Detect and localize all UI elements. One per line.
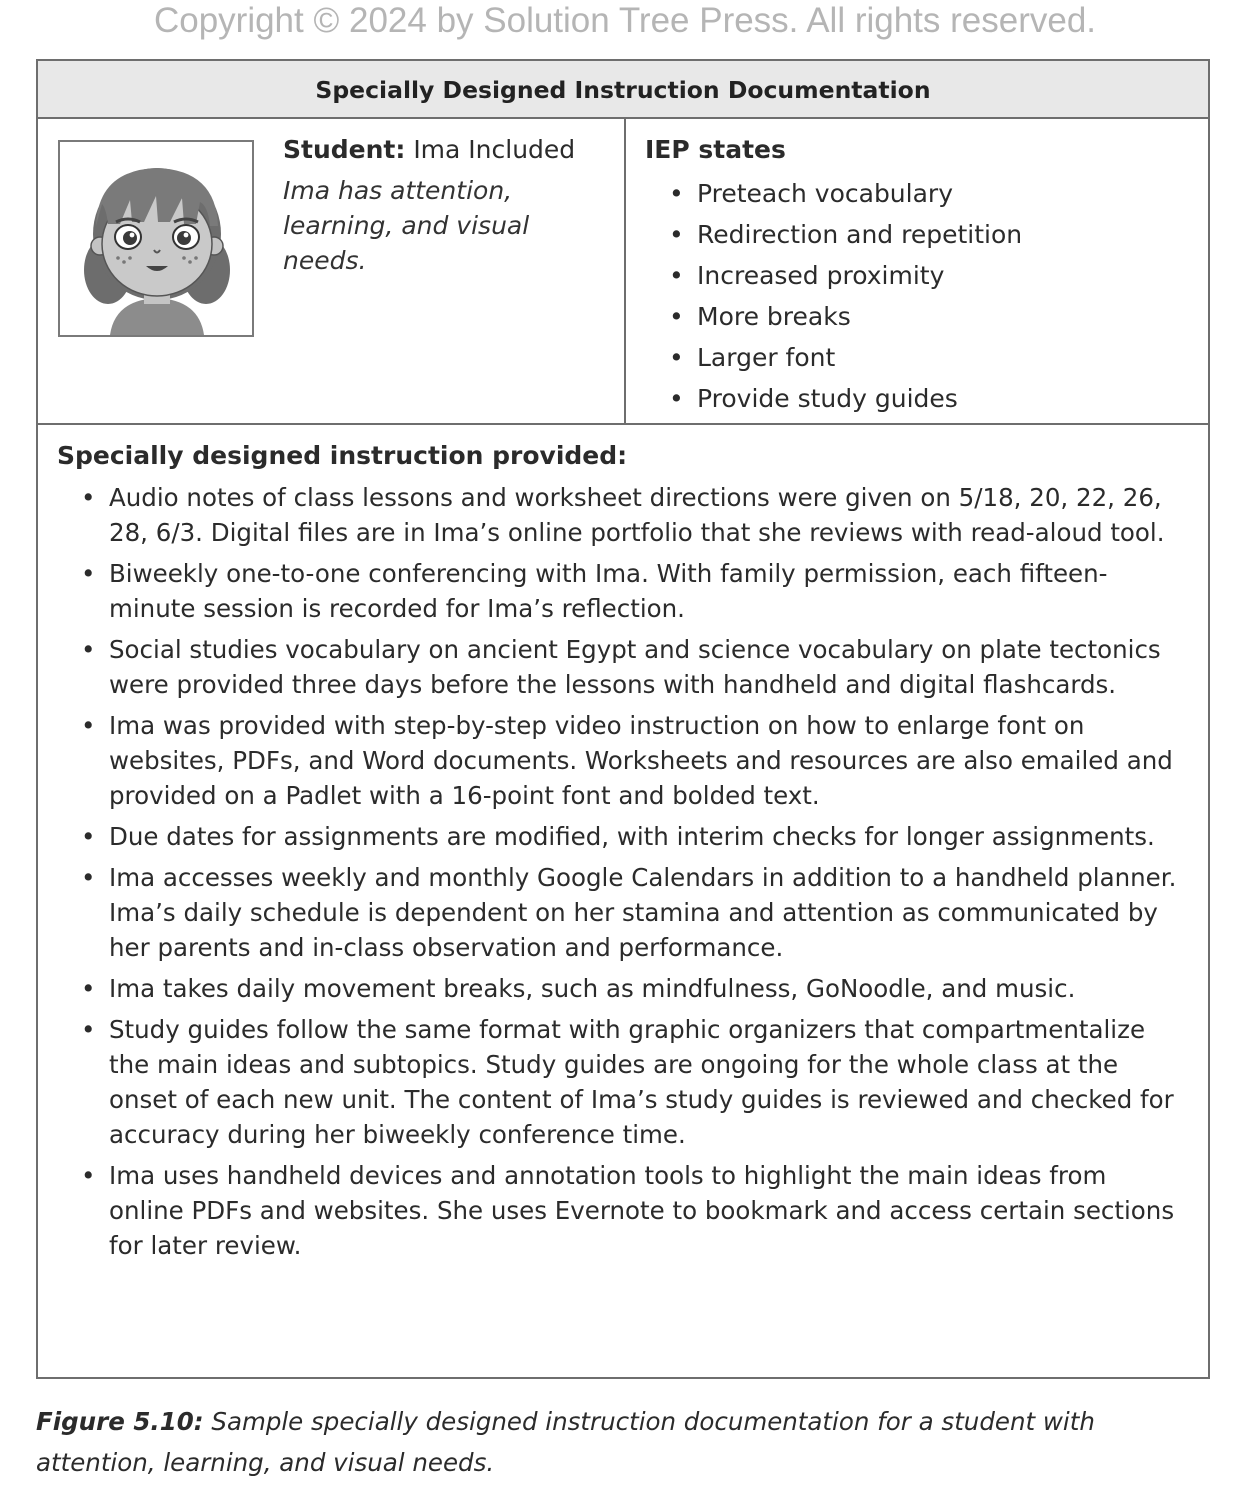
figure-caption [36,1401,1216,1483]
figure-label: Figure 5.10: [36,1407,204,1436]
student-name: Ima Included [413,135,576,164]
list-item: • Ima uses handheld devices and annotation tools to highlight the main ideas from online PDFs and websites. She uses Evernote to bookmark and access certain sections for later review. [57,1158,1187,1263]
student-cell [38,119,626,423]
list-item: • Due dates for assignments are modified, with interim checks for longer assignments. [57,819,1187,854]
student-note: Ima has attention, learning, and visual needs. [283,176,530,275]
list-item: • Biweekly one-to-one conferencing with Ima. With family permission, each fifteen-minute session is recorded for Ima’s reflection. [57,556,1187,626]
list-item: • Increased proximity [645,255,1022,296]
student-name-line [283,132,575,167]
list-item: • Ima accesses weekly and monthly Google Calendars in addition to a handheld planner. Ima’s daily schedule is dependent on her stamina and attention as communicated by her parents and in-class observation and performance. [57,860,1187,965]
list-item: • Audio notes of class lessons and worksheet directions were given on 5/18, 20, 22, 26, 28, 6/3. Digital files are in Ima’s online portfolio that she reviews with read-aloud tool. [57,480,1187,550]
list-item: • Ima was provided with step-by-step video instruction on how to enlarge font on websites, PDFs, and Word documents. Worksheets and resources are also emailed and provided on a Padlet with a 16-point font and bolded text. [57,708,1187,813]
student-row [38,119,1208,425]
list-item: • Ima takes daily movement breaks, such as mindfulness, GoNoodle, and music. [57,971,1187,1006]
list-item: • More breaks [645,296,1022,337]
iep-list [645,173,1022,419]
list-item: • Redirection and repetition [645,214,1022,255]
sdi-list [57,480,1187,1269]
student-label: Student: [283,135,406,164]
girl-avatar-icon [60,142,252,335]
figure-caption-text: Sample specially designed instruction documentation for a student with attention, learning, and visual needs. [36,1407,1095,1477]
documentation-table [36,59,1210,1379]
list-item: • Preteach vocabulary [645,173,1022,214]
copyright-notice: Copyright © 2024 by Solution Tree Press. All rights reserved. [153,1,1097,40]
list-item: • Provide study guides [645,378,1022,419]
list-item: • Social studies vocabulary on ancient Egypt and science vocabulary on plate tectonics were provided three days before the lessons with handheld and digital flashcards. [57,632,1187,702]
table-title: Specially Designed Instruction Documentation [38,61,1208,119]
list-item: • Larger font [645,337,1022,378]
iep-cell [626,119,1208,423]
iep-heading: IEP states [645,135,786,164]
avatar [58,140,254,337]
list-item: • Study guides follow the same format with graphic organizers that compartmentalize the main ideas and subtopics. Study guides are ongoing for the whole class at the onset of each new unit. The content of Ima’s study guides is reviewed and checked for accuracy during her biweekly conference time. [57,1012,1187,1152]
sdi-heading: Specially designed instruction provided: [57,441,628,470]
